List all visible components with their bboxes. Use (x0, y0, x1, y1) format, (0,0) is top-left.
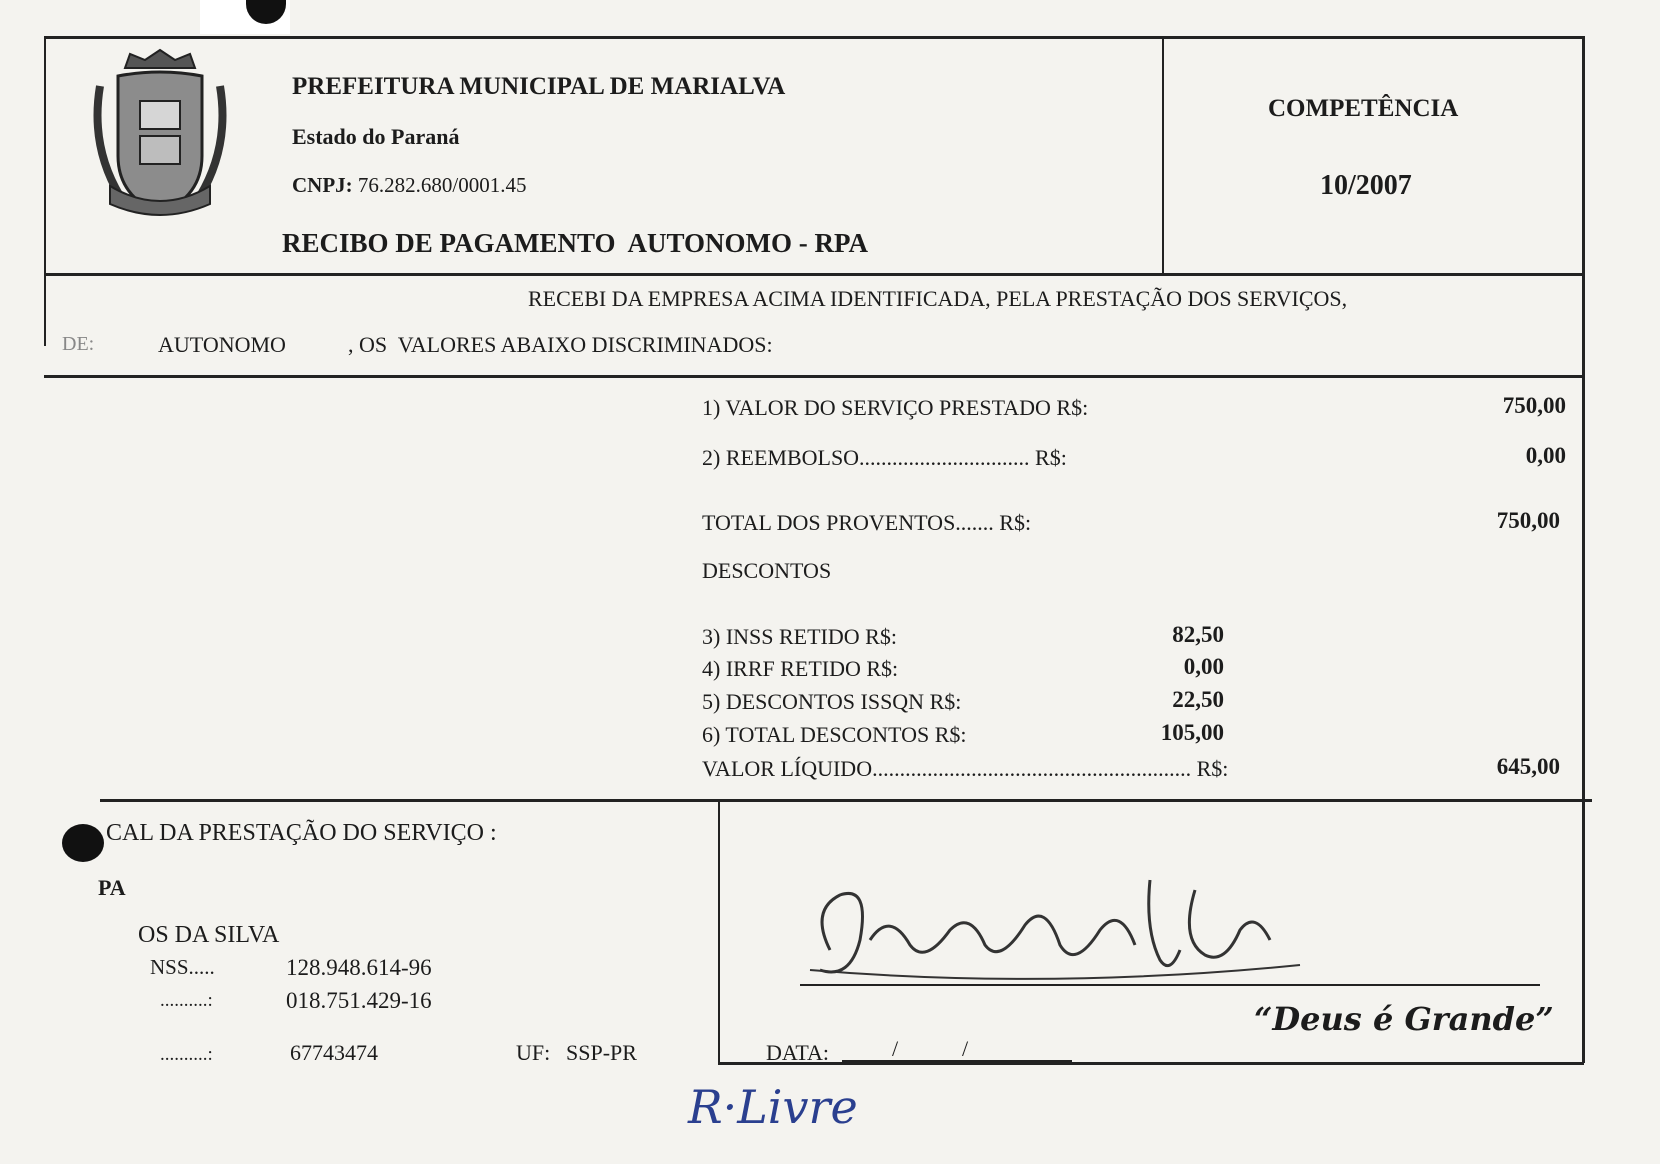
handwritten-note: R·Livre (688, 1080, 858, 1134)
ink-blot-icon (62, 824, 104, 862)
receipt-bottom-line (44, 375, 1584, 378)
total-descontos-label: 6) TOTAL DESCONTOS R$: (702, 722, 967, 747)
issqn-value: 22,50 (1172, 687, 1224, 712)
irrf-label: 4) IRRF RETIDO R$: (702, 656, 899, 681)
header-bottom-line (44, 273, 1584, 276)
receipt-line-2: , OS VALORES ABAIXO DISCRIMINADOS: (348, 332, 773, 357)
frame-bottom (718, 1062, 1584, 1065)
data-label: DATA: (766, 1040, 830, 1065)
org-name: PREFEITURA MUNICIPAL DE MARIALVA (292, 73, 786, 100)
irrf-value: 0,00 (1183, 654, 1224, 679)
header-divider-vertical (1162, 36, 1164, 274)
cnpj (292, 173, 527, 198)
de-label: DE: (62, 333, 95, 355)
provider-name: OS DA SILVA (138, 922, 280, 948)
provider-inss-label: NSS..... (150, 955, 215, 979)
total-proventos-label: TOTAL DOS PROVENTOS....... R$: (702, 510, 1032, 535)
rpa-code: PA (98, 875, 126, 900)
date-separator-1: / (892, 1036, 899, 1061)
item1-label: 1) VALOR DO SERVIÇO PRESTADO R$: (702, 395, 1089, 420)
local-prestacao-label: CAL DA PRESTAÇÃO DO SERVIÇO : (106, 820, 497, 846)
provider-cpf-value: 018.751.429-16 (286, 988, 432, 1013)
cnpj-value: 76.282.680/0001.45 (357, 173, 527, 197)
document-title: RECIBO DE PAGAMENTO AUTONOMO - RPA (282, 228, 869, 258)
provider-inss-value: 128.948.614-96 (286, 955, 432, 980)
item2-value: 0,00 (1525, 443, 1566, 468)
state-name: Estado do Paraná (292, 124, 460, 149)
issqn-label: 5) DESCONTOS ISSQN R$: (702, 689, 962, 714)
inss-label: 3) INSS RETIDO R$: (702, 624, 897, 649)
valor-liquido-value: 645,00 (1496, 754, 1560, 779)
item1-value: 750,00 (1502, 393, 1566, 418)
provider-cpf-label: ..........: (160, 990, 213, 1011)
total-descontos-value: 105,00 (1160, 720, 1224, 745)
total-proventos-value: 750,00 (1496, 508, 1560, 533)
provider-rg-label: ..........: (160, 1044, 213, 1065)
date-field[interactable] (842, 1060, 1072, 1062)
competencia-value: 10/2007 (1320, 170, 1412, 201)
descontos-heading: DESCONTOS (702, 558, 832, 583)
signature-icon (800, 870, 1320, 1000)
provider-uf-label: UF: (516, 1040, 551, 1065)
service-type: AUTONOMO (158, 332, 286, 357)
frame-top (44, 36, 1584, 39)
footer-divider-vertical (718, 799, 720, 1064)
frame-left (44, 36, 46, 346)
coat-of-arms-icon (70, 46, 250, 226)
cnpj-label: CNPJ: (292, 173, 353, 197)
frame-right (1582, 36, 1585, 1063)
slogan: “Deus é Grande” (1254, 1000, 1554, 1038)
competencia-label: COMPETÊNCIA (1268, 95, 1459, 122)
provider-rg-value: 67743474 (290, 1040, 378, 1065)
valor-liquido-label: VALOR LÍQUIDO.......................................................... R$: (702, 756, 1229, 781)
provider-uf-value: SSP-PR (566, 1040, 637, 1065)
values-bottom-line (100, 799, 1592, 802)
inss-value: 82,50 (1172, 622, 1224, 647)
receipt-line-1: RECEBI DA EMPRESA ACIMA IDENTIFICADA, PELA PRESTAÇÃO DOS SERVIÇOS, (528, 286, 1348, 311)
date-separator-2: / (962, 1036, 969, 1061)
item2-label: 2) REEMBOLSO............................... R$: (702, 445, 1067, 470)
